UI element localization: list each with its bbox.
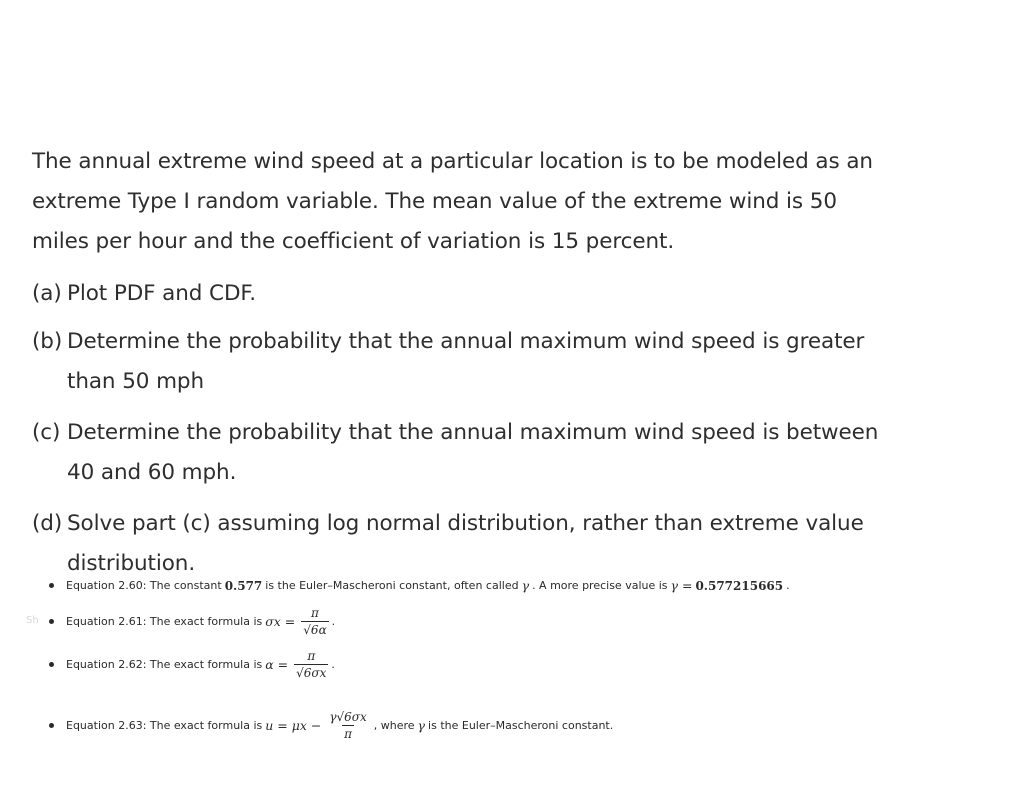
eq263-fraction <box>327 710 368 741</box>
eq261-numerator: π <box>311 606 319 620</box>
note-eq-2-62 <box>49 649 335 680</box>
eq263-symbol: γ <box>417 718 426 733</box>
note-eq-2-60 <box>49 578 790 593</box>
part-a-text: Plot PDF and CDF. <box>67 281 256 306</box>
eq260-end: . <box>786 579 790 592</box>
eq262-end: . <box>331 658 335 671</box>
part-b-text-2: than 50 mph <box>67 369 205 394</box>
eq262-fraction <box>294 649 328 680</box>
part-a-label: (a) <box>32 281 62 306</box>
part-b-label: (b) <box>32 329 63 354</box>
note-eq-2-63 <box>49 710 613 741</box>
part-c-text-1: Determine the probability that the annual maximum wind speed is between <box>67 420 879 445</box>
eq261-denominator: √6α <box>303 623 327 637</box>
eq260-prefix: Equation 2.60: The constant <box>66 579 222 592</box>
eq261-end: . <box>331 615 336 628</box>
part-d-text-1: Solve part (c) assuming log normal distribution, rather than extreme value <box>67 511 864 536</box>
intro-line-1: The annual extreme wind speed at a particular location is to be modeled as an <box>32 149 873 174</box>
bullet-icon <box>49 583 54 588</box>
eq261-prefix: Equation 2.61: The exact formula is <box>66 615 263 628</box>
eq261-fraction <box>301 606 328 637</box>
problem-intro <box>32 142 1007 262</box>
bullet-icon <box>49 619 54 624</box>
eq262-denominator: √6σx <box>296 666 327 680</box>
part-d-text-2: distribution. <box>67 551 196 576</box>
eq263-suffix: , where <box>373 719 415 732</box>
part-c-label: (c) <box>32 420 61 445</box>
problem-statement <box>32 142 1007 584</box>
eq260-expr: γ = <box>670 578 693 593</box>
eq261-lhs: σx = <box>265 614 296 629</box>
eq262-prefix: Equation 2.62: The exact formula is <box>66 658 263 671</box>
eq260-value: 0.577 <box>224 578 263 593</box>
eq263-prefix: Equation 2.63: The exact formula is <box>66 719 263 732</box>
part-b <box>32 322 1007 402</box>
eq260-precise: 0.577215665 <box>695 578 784 593</box>
part-a <box>32 274 1007 314</box>
part-c <box>32 413 1007 493</box>
eq262-numerator: π <box>307 649 316 663</box>
part-c-text-2: 40 and 60 mph. <box>67 460 237 485</box>
bullet-icon <box>49 662 54 667</box>
bullet-icon <box>49 723 54 728</box>
eq263-lhs: u = μx − <box>265 718 322 733</box>
eq260-middle: is the Euler–Mascheroni constant, often called <box>265 579 519 592</box>
part-d-label: (d) <box>32 511 63 536</box>
eq260-middle2: . A more precise value is <box>532 579 668 592</box>
eq263-numerator: γ√6σx <box>329 710 367 724</box>
part-b-text-1: Determine the probability that the annual maximum wind speed is greater <box>67 329 865 354</box>
eq263-end: is the Euler–Mascheroni constant. <box>428 719 614 732</box>
note-eq-2-61 <box>49 606 335 637</box>
eq263-denominator: π <box>344 727 352 741</box>
part-d <box>32 504 1007 584</box>
intro-line-3: miles per hour and the coefficient of variation is 15 percent. <box>32 229 675 254</box>
eq260-symbol: γ <box>521 578 530 593</box>
eq262-lhs: α = <box>265 657 289 672</box>
faint-mark: Sh <box>26 615 39 626</box>
intro-line-2: extreme Type I random variable. The mean value of the extreme wind is 50 <box>32 189 837 214</box>
